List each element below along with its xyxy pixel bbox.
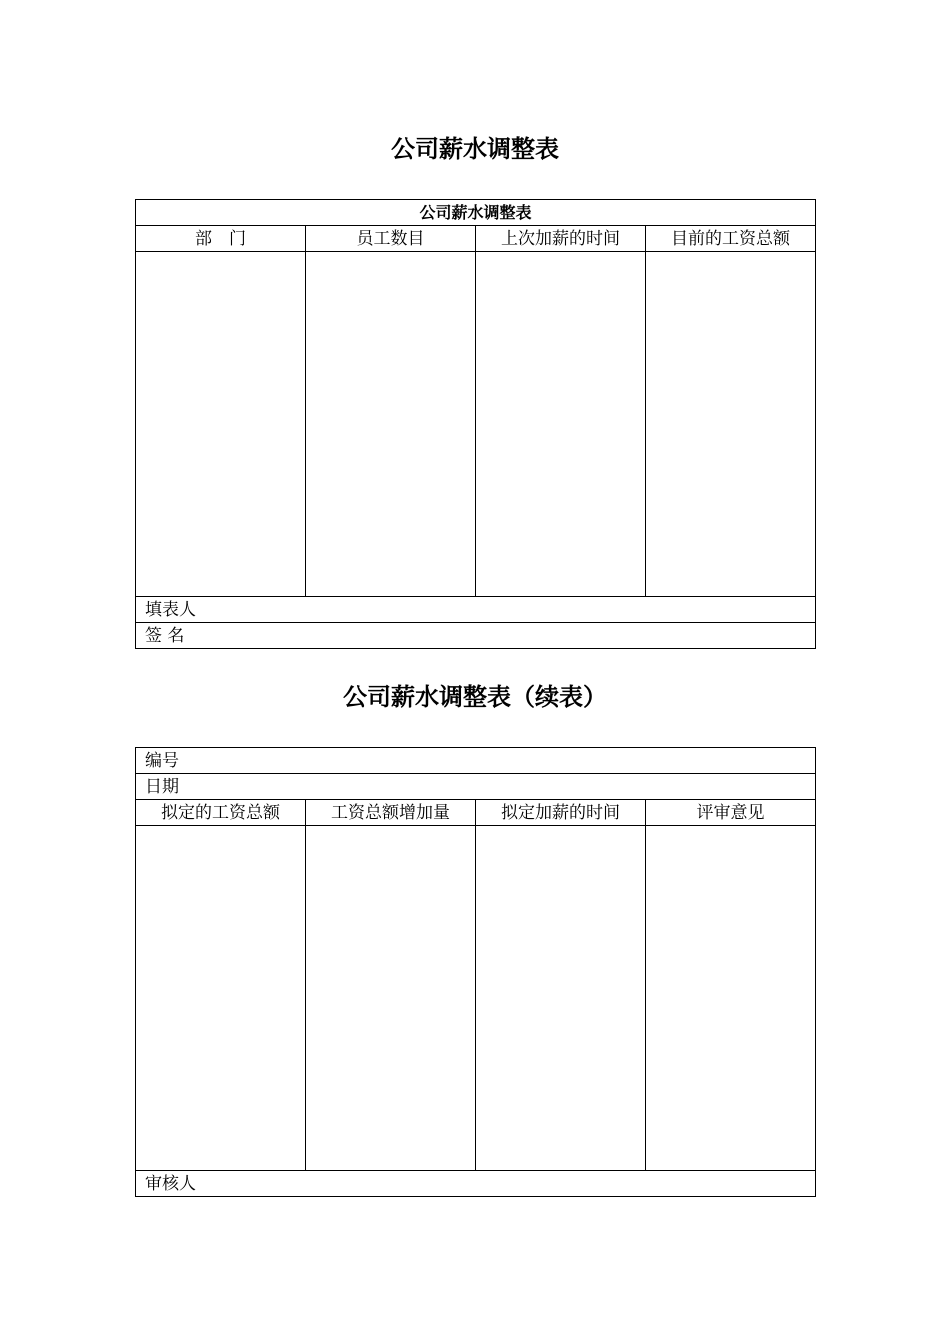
table-body-row	[136, 252, 816, 597]
header-proposed-raise-date: 拟定加薪的时间	[476, 800, 646, 826]
current-salary-total-cell[interactable]	[646, 252, 816, 597]
signature-row	[136, 623, 816, 649]
table-body-row	[136, 826, 816, 1171]
number-label: 编号	[136, 748, 816, 774]
header-proposed-salary-total: 拟定的工资总额	[136, 800, 306, 826]
last-raise-date-cell[interactable]	[476, 252, 646, 597]
table-header-row	[136, 800, 816, 826]
filler-row	[136, 597, 816, 623]
date-row	[136, 774, 816, 800]
review-opinion-cell[interactable]	[646, 826, 816, 1171]
table2-title: 公司薪水调整表（续表）	[343, 683, 607, 711]
proposed-salary-total-cell[interactable]	[136, 826, 306, 1171]
proposed-raise-date-cell[interactable]	[476, 826, 646, 1171]
department-cell[interactable]	[136, 252, 306, 597]
number-row	[136, 748, 816, 774]
table-header-row	[136, 226, 816, 252]
employee-count-cell[interactable]	[306, 252, 476, 597]
salary-adjustment-table	[135, 199, 816, 649]
header-employee-count: 员工数目	[306, 226, 476, 252]
reviewer-label: 审核人	[136, 1171, 816, 1197]
salary-increase-cell[interactable]	[306, 826, 476, 1171]
signature-label: 签 名	[136, 623, 816, 649]
table1-title: 公司薪水调整表	[391, 135, 559, 163]
filler-label: 填表人	[136, 597, 816, 623]
table-caption: 公司薪水调整表	[136, 200, 816, 226]
reviewer-row	[136, 1171, 816, 1197]
header-review-opinion: 评审意见	[646, 800, 816, 826]
date-label: 日期	[136, 774, 816, 800]
salary-adjustment-continued-table	[135, 747, 816, 1197]
header-salary-increase: 工资总额增加量	[306, 800, 476, 826]
header-current-salary-total: 目前的工资总额	[646, 226, 816, 252]
header-last-raise-date: 上次加薪的时间	[476, 226, 646, 252]
table-caption-row	[136, 200, 816, 226]
header-department: 部 门	[136, 226, 306, 252]
